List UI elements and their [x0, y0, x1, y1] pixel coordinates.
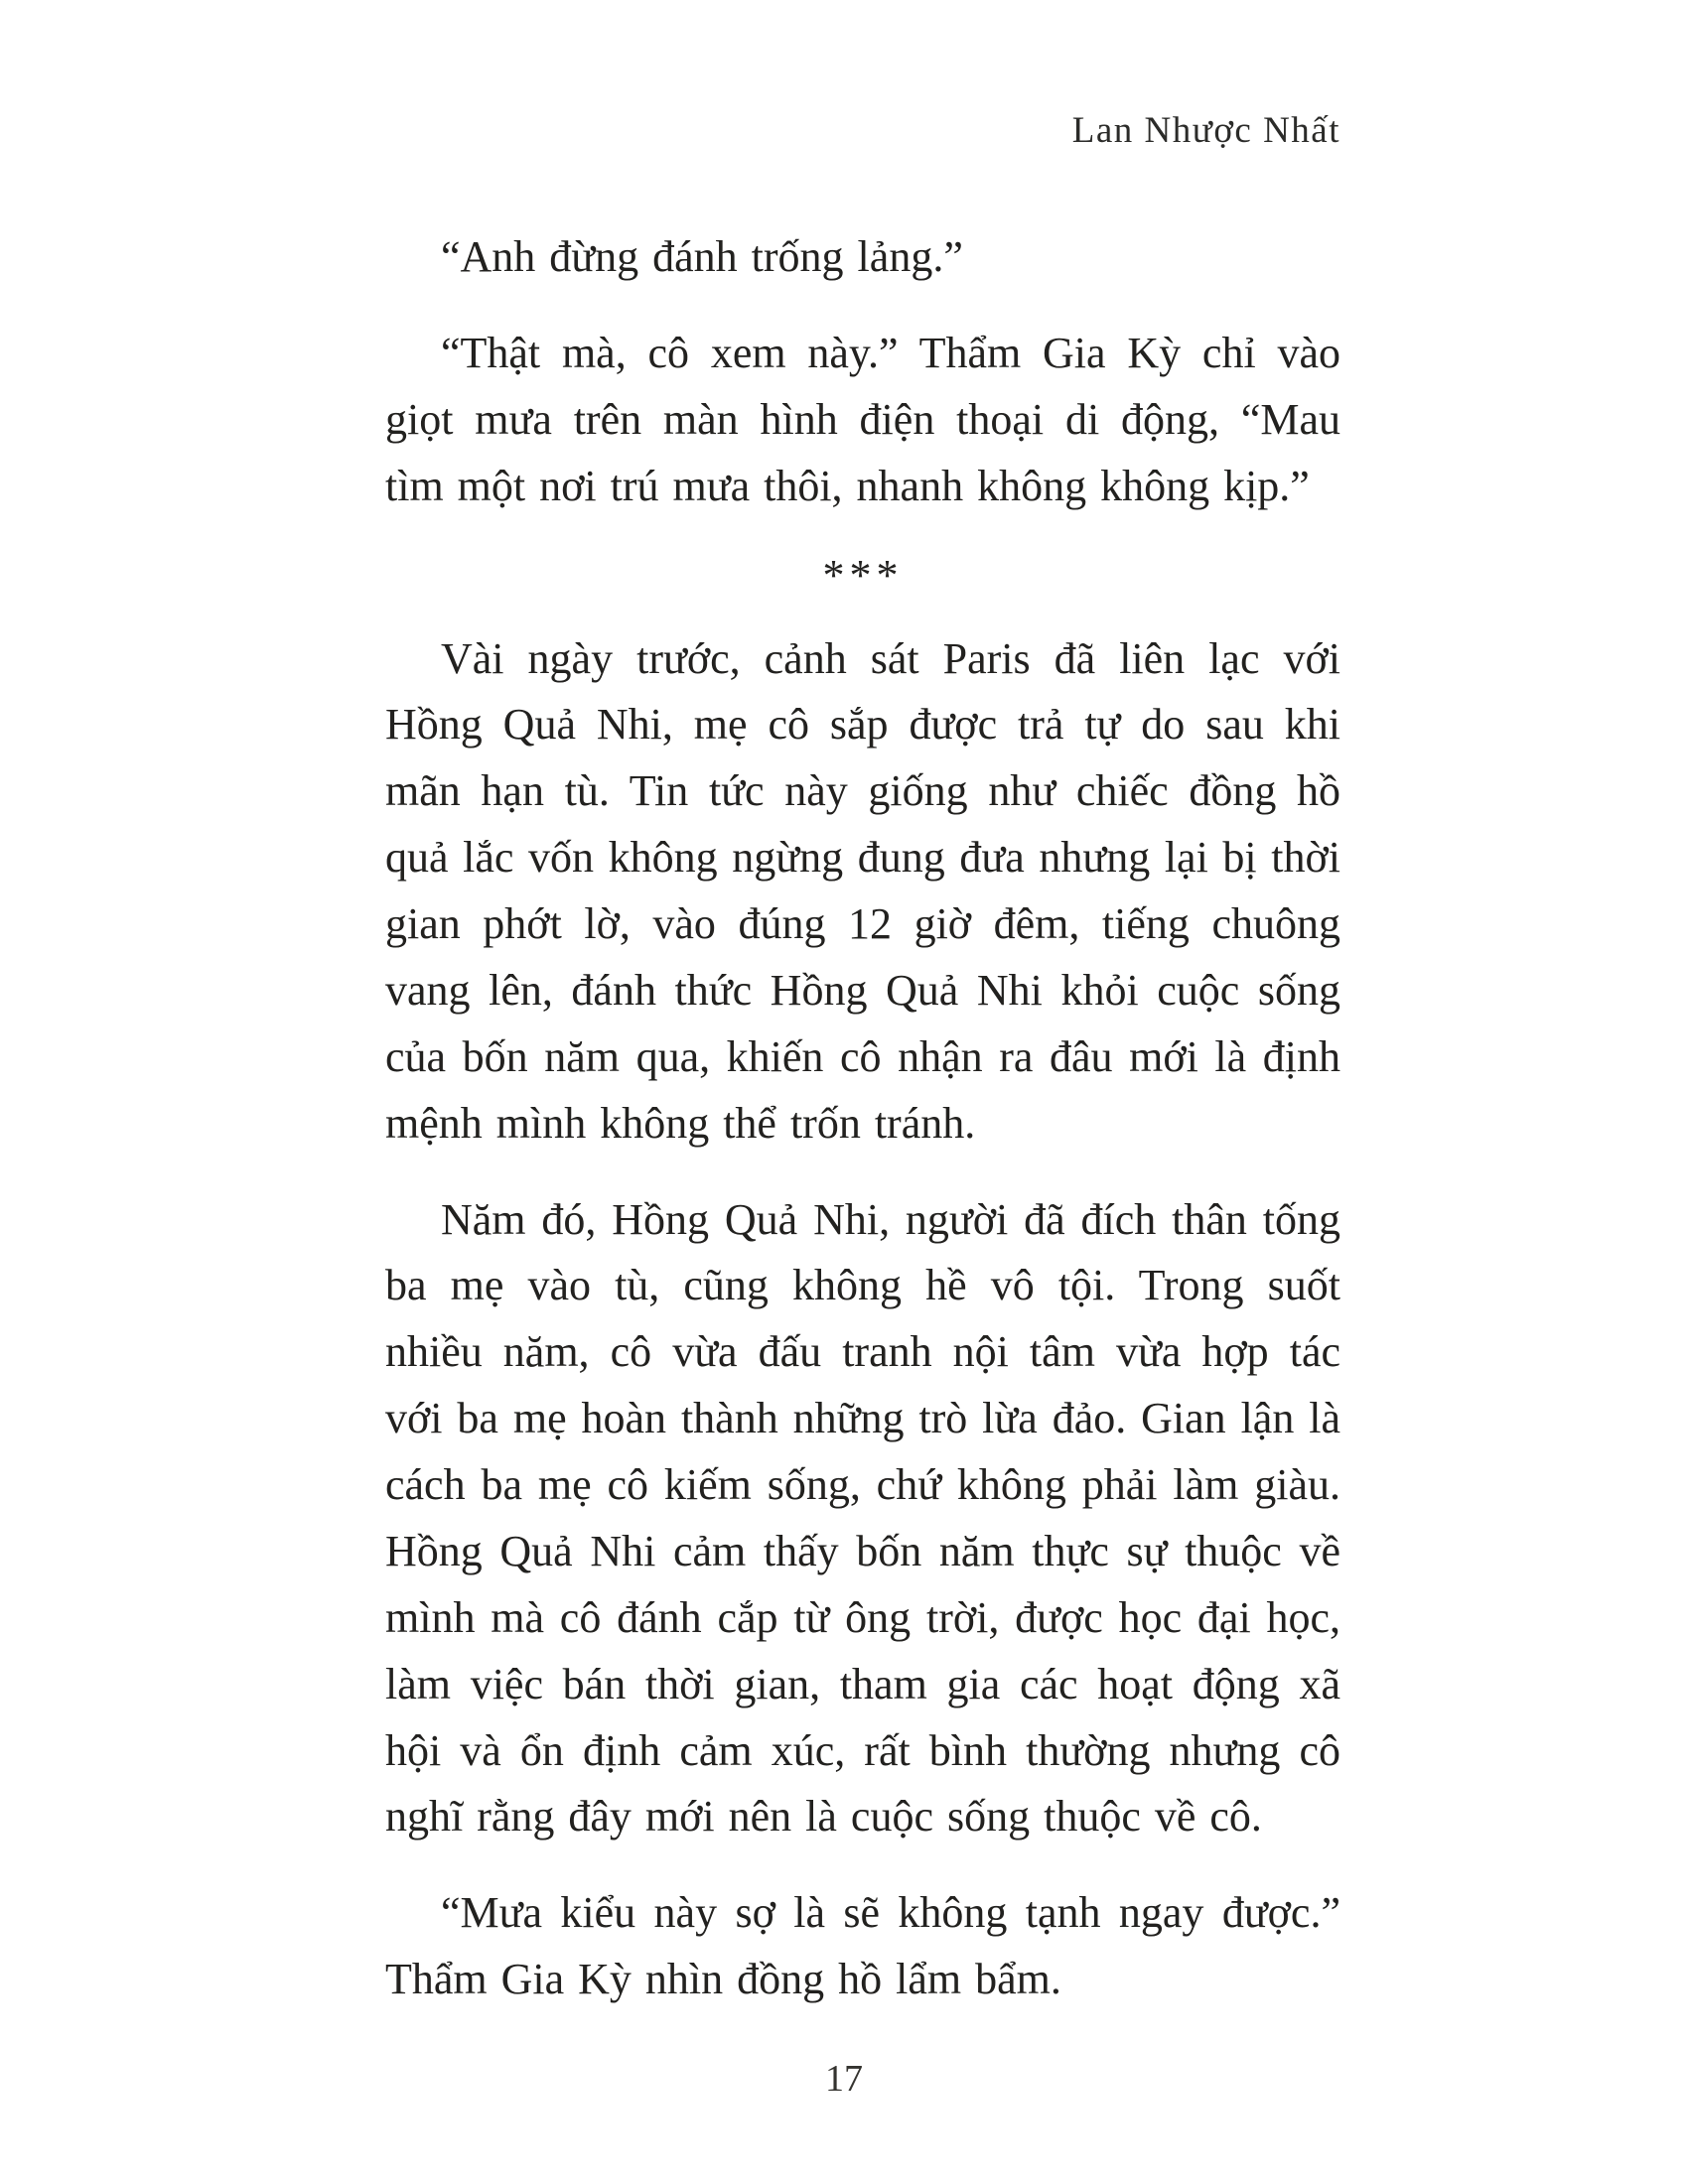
paragraph-dialogue-1: “Anh đừng đánh trống lảng.” [441, 232, 963, 281]
page-body [385, 224, 1340, 2043]
running-header: Lan Nhược Nhất [1071, 110, 1340, 151]
paragraph-narrative-2: Năm đó, Hồng Quả Nhi, người đã đích thân tống ba mẹ vào tù, cũng không hề vô tội. Trong suốt nhiều năm, cô vừa đấu tranh nội tâm vừa hợp tác với ba mẹ hoàn thành những trò lừa đảo. Gian lận là cách ba mẹ cô kiếm sống, chứ không phải làm giàu. Hồng Quả Nhi cảm thấy bốn năm thực sự thuộc về mình mà cô đánh cắp từ ông trời, được học đại học, làm việc bán thời gian, tham gia các hoạt động xã hội và ổn định cảm xúc, rất bình thường nhưng cô nghĩ rằng đây mới nên là cuộc sống thuộc về cô. [385, 1194, 1340, 1842]
page-number: 17 [825, 2058, 863, 2100]
paragraph-dialogue-3: “Mưa kiểu này sợ là sẽ không tạnh ngay được.” Thẩm Gia Kỳ nhìn đồng hồ lẩm bẩm. [385, 1888, 1340, 2004]
section-separator: *** [822, 550, 904, 600]
paragraph-dialogue-2: “Thật mà, cô xem này.” Thẩm Gia Kỳ chỉ vào giọt mưa trên màn hình điện thoại di động, “Mau tìm một nơi trú mưa thôi, nhanh không không kịp.” [385, 328, 1340, 510]
paragraph-narrative-1: Vài ngày trước, cảnh sát Paris đã liên lạc với Hồng Quả Nhi, mẹ cô sắp được trả tự do sau khi mãn hạn tù. Tin tức này giống như chiếc đồng hồ quả lắc vốn không ngừng đung đưa nhưng lại bị thời gian phớt lờ, vào đúng 12 giờ đêm, tiếng chuông vang lên, đánh thức Hồng Quả Nhi khỏi cuộc sống của bốn năm qua, khiến cô nhận ra đâu mới là định mệnh mình không thể trốn tránh. [385, 633, 1340, 1148]
